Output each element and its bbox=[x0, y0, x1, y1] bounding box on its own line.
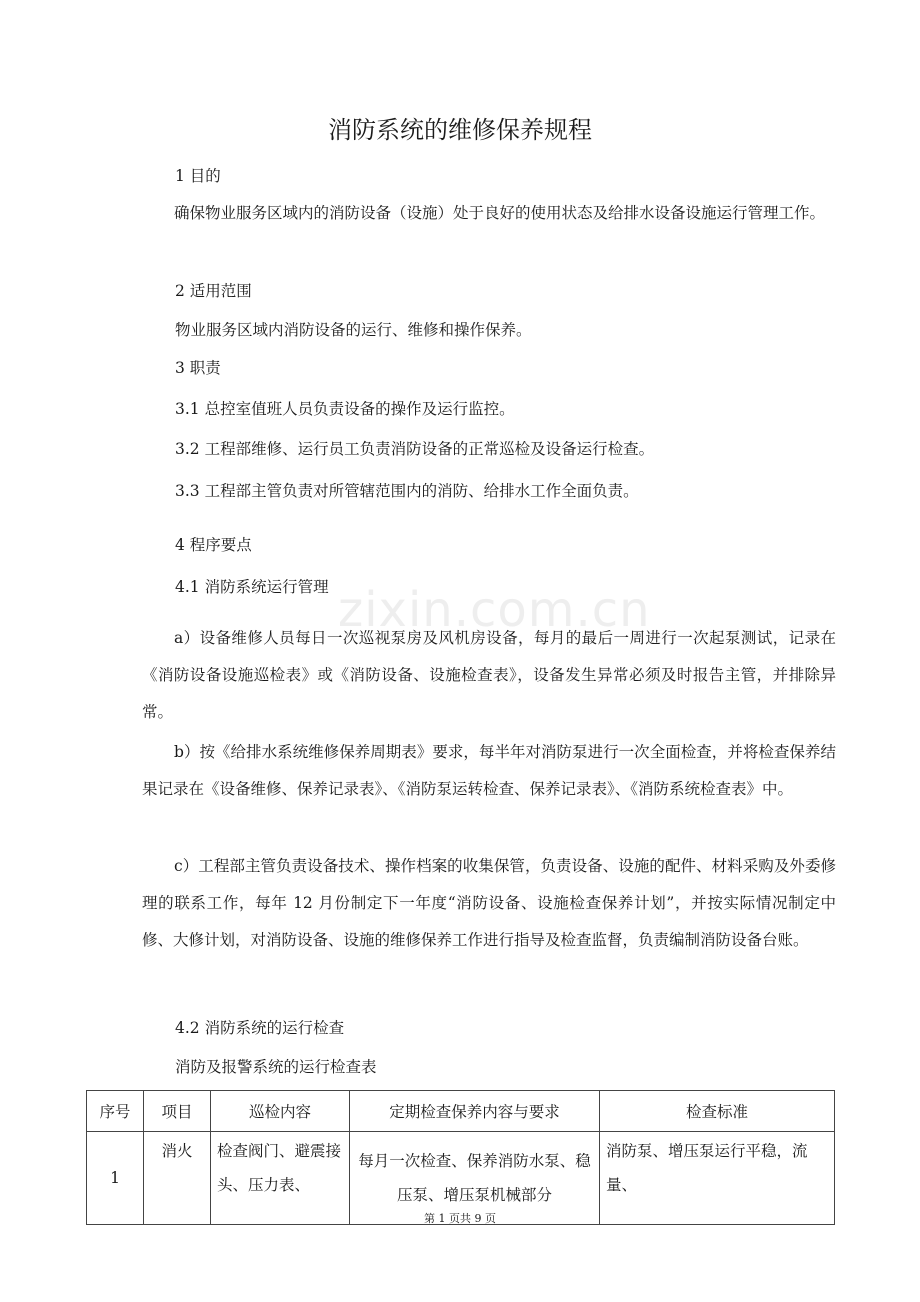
section-3-2: 3.2 工程部维修、运行员工负责消防设备的正常巡检及设备运行检查。 bbox=[175, 440, 655, 458]
header-standard: 检查标准 bbox=[600, 1091, 835, 1132]
section-4-1-c: c）工程部主管负责设备技术、操作档案的收集保管，负责设备、设施的配件、材料采购及外委修理的联系工作，每年 12 月份制定下一年度“消防设备、设施检查保养计划”，并按实际情况制定中修、大修计划，对消防设备、设施的维修保养工作进行指导及检查监督，负责编制消防设备台账。 bbox=[142, 857, 836, 949]
cell-patrol: 检查阀门、避震接头、压力表、 bbox=[211, 1132, 350, 1225]
section-4-2-heading: 4.2 消防系统的运行检查 bbox=[175, 1019, 345, 1037]
header-patrol: 巡检内容 bbox=[211, 1091, 350, 1132]
cell-item: 消火 bbox=[144, 1132, 211, 1225]
section-2-text: 物业服务区域内消防设备的运行、维修和操作保养。 bbox=[175, 321, 532, 339]
section-1-text: 确保物业服务区域内的消防设备（设施）处于良好的使用状态及给排水设备设施运行管理工作。 bbox=[174, 204, 826, 222]
cell-periodic: 每月一次检查、保养消防水泵、稳压泵、增压泵机械部分 bbox=[350, 1132, 600, 1225]
section-3-heading: 3 职责 bbox=[175, 359, 221, 377]
page-footer: 第 1 页共 9 页 bbox=[424, 1212, 496, 1225]
header-periodic: 定期检查保养内容与要求 bbox=[350, 1091, 600, 1132]
section-3-3: 3.3 工程部主管负责对所管辖范围内的消防、给排水工作全面负责。 bbox=[175, 482, 639, 500]
header-item: 项目 bbox=[144, 1091, 211, 1132]
section-4-1-heading: 4.1 消防系统运行管理 bbox=[175, 578, 329, 596]
section-3-1: 3.1 总控室值班人员负责设备的操作及运行监控。 bbox=[175, 400, 515, 418]
header-no: 序号 bbox=[87, 1091, 144, 1132]
inspection-table bbox=[86, 1090, 835, 1225]
watermark: zixin.com.cn bbox=[338, 582, 651, 638]
table-header-row bbox=[87, 1091, 835, 1132]
section-1-heading: 1 目的 bbox=[175, 167, 221, 185]
section-2-heading: 2 适用范围 bbox=[175, 282, 252, 300]
section-4-1-a: a）设备维修人员每日一次巡视泵房及风机房设备，每月的最后一周进行一次起泵测试，记录在《消防设备设施巡检表》或《消防设备、设施检查表》，设备发生异常必须及时报告主管，并排除异常。 bbox=[142, 629, 836, 721]
section-4-heading: 4 程序要点 bbox=[175, 536, 252, 554]
cell-standard: 消防泵、增压泵运行平稳，流量、 bbox=[600, 1132, 835, 1225]
section-4-1-b: b）按《给排水系统维修保养周期表》要求，每半年对消防泵进行一次全面检查，并将检查保养结果记录在《设备维修、保养记录表》、《消防泵运转检查、保养记录表》、《消防系统检查表》中。 bbox=[142, 743, 836, 798]
cell-no: 1 bbox=[87, 1132, 144, 1225]
table-caption: 消防及报警系统的运行检查表 bbox=[175, 1058, 377, 1076]
document-title: 消防系统的维修保养规程 bbox=[328, 116, 592, 144]
